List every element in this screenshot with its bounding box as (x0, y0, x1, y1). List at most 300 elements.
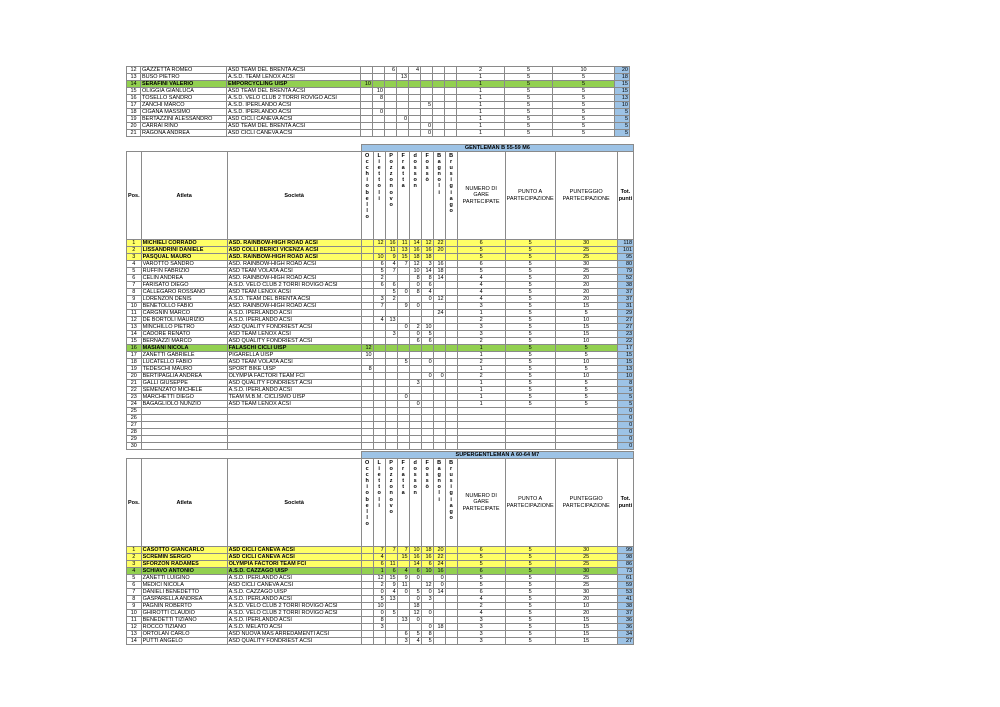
cell-society (227, 429, 361, 436)
cell-total: 5 (615, 109, 630, 116)
header-race-letter: o (413, 466, 417, 473)
header-race-letter: r (402, 466, 405, 473)
table-row (127, 317, 634, 324)
cell-pos: 1 (127, 240, 142, 247)
cell-race-points: 5 (409, 589, 421, 596)
cell-gare: 2 (457, 317, 505, 324)
cell-athlete: BERNAZZI MARCO (141, 338, 227, 345)
cell-punto: 5 (505, 582, 555, 589)
cell-pos: 15 (127, 338, 142, 345)
cell-punteggio: 30 (555, 589, 617, 596)
table-row (127, 116, 630, 123)
cell-race-points (409, 443, 421, 450)
cell-total: 0 (617, 436, 633, 443)
cell-race-points: 15 (397, 254, 409, 261)
table-row (127, 359, 634, 366)
header-race-letter: v (389, 195, 393, 202)
cell-race-points: 5 (421, 331, 433, 338)
cell-race-points: 18 (421, 547, 433, 554)
header-race-3 (385, 152, 397, 240)
header-race-letter: o (377, 183, 381, 190)
cell-athlete: GASPARELLA ANDREA (141, 596, 227, 603)
cell-total: 0 (617, 443, 633, 450)
header-pos: Pos. (127, 459, 142, 547)
table-row (127, 415, 634, 422)
header-race-letter: o (389, 159, 393, 166)
header-race-8 (445, 459, 457, 547)
cell-athlete: PASQUAL MAURO (141, 254, 227, 261)
cell-society: ASD. RAINBOW-HIGH ROAD ACSI (227, 254, 361, 261)
cell-society: ASD QUALITY FONDRIEST ACSI (227, 380, 361, 387)
cell-race-points (361, 596, 373, 603)
cell-punto: 5 (505, 296, 555, 303)
cell-race-points (409, 415, 421, 422)
header-race-letter: l (438, 183, 440, 190)
header-punteggio: PUNTEGGIO PARTECIPAZIONE (555, 459, 617, 547)
cell-race-points: 0 (433, 575, 445, 582)
header-race-letter: z (389, 478, 393, 485)
cell-punto: 5 (505, 617, 555, 624)
cell-society (227, 422, 361, 429)
cell-punto: 5 (505, 568, 555, 575)
cell-punteggio: 30 (555, 568, 617, 575)
cell-race-points (409, 429, 421, 436)
header-race-letter: c (365, 466, 369, 473)
cell-race-points (409, 394, 421, 401)
header-tot: Tot. punti (617, 459, 633, 547)
cell-race-points (445, 589, 457, 596)
cell-race-points (409, 310, 421, 317)
header-race-letter: L (377, 460, 381, 466)
cell-race-points (373, 67, 385, 74)
cell-race-points (361, 373, 373, 380)
cell-punto: 5 (505, 373, 555, 380)
cell-race-points (421, 380, 433, 387)
cell-race-points: 16 (433, 261, 445, 268)
cell-total: 118 (617, 240, 633, 247)
cell-race-points: 6 (373, 561, 385, 568)
cell-race-points: 18 (409, 603, 421, 610)
cell-race-points (373, 380, 385, 387)
gentleman-b-table (126, 144, 634, 450)
cell-race-points (433, 617, 445, 624)
cell-race-points (361, 102, 373, 109)
cell-society: ASD QUALITY FONDRIEST ACSI (227, 324, 361, 331)
cell-total: 27 (617, 638, 633, 645)
cell-pos: 27 (127, 422, 142, 429)
cell-punteggio: 10 (555, 359, 617, 366)
cell-total: 0 (617, 422, 633, 429)
cell-gare (457, 408, 505, 415)
header-race-7 (433, 152, 445, 240)
cell-pos: 23 (127, 394, 142, 401)
cell-gare: 3 (457, 631, 505, 638)
cell-total: 79 (617, 268, 633, 275)
header-race-letter: o (389, 484, 393, 491)
cell-race-points (433, 366, 445, 373)
cell-society: ASD. RAINBOW-HIGH ROAD ACSI (227, 275, 361, 282)
cell-race-points: 12 (433, 296, 445, 303)
table-row (127, 575, 634, 582)
cell-race-points: 5 (373, 268, 385, 275)
cell-race-points (445, 443, 457, 450)
cell-pos: 30 (127, 443, 142, 450)
header-race-letter: s (425, 478, 429, 485)
cell-race-points (445, 88, 457, 95)
header-race-letter: t (402, 478, 405, 485)
cell-gare: 2 (457, 359, 505, 366)
cell-race-points (361, 589, 373, 596)
cell-race-points (373, 366, 385, 373)
cell-race-points (421, 436, 433, 443)
category-title: GENTLEMAN B 55-59 M6 (361, 145, 634, 152)
top-rows (127, 67, 630, 137)
cell-gare: 1 (457, 366, 505, 373)
cell-race-points (409, 408, 421, 415)
cell-race-points: 3 (397, 638, 409, 645)
header-race-letter: t (378, 171, 381, 178)
cell-race-points (361, 547, 373, 554)
cell-race-points: 6 (385, 568, 397, 575)
cell-total: 38 (617, 282, 633, 289)
cell-race-points (385, 408, 397, 415)
cell-pos: 6 (127, 582, 142, 589)
cell-race-points: 8 (373, 95, 385, 102)
cell-gare: 4 (457, 610, 505, 617)
cell-race-points: 13 (397, 74, 409, 81)
cell-total: 31 (617, 303, 633, 310)
cell-punto: 5 (505, 109, 553, 116)
cell-race-points: 0 (433, 582, 445, 589)
cell-race-points (385, 401, 397, 408)
cell-athlete: SCHIAVO ANTONIO (141, 568, 227, 575)
cell-race-points (373, 352, 385, 359)
cell-race-points: 5 (385, 289, 397, 296)
cell-gare: 2 (457, 67, 505, 74)
cell-gare: 1 (457, 394, 505, 401)
cell-race-points (397, 268, 409, 275)
cell-society: ASD TEAM LENOX ACSI (227, 289, 361, 296)
cell-gare: 1 (457, 102, 505, 109)
header-race-letter: l (378, 496, 380, 503)
cell-race-points (421, 366, 433, 373)
table-row (127, 547, 634, 554)
cell-punteggio: 25 (555, 254, 617, 261)
top-continuation-table (126, 66, 630, 137)
cell-race-points (445, 289, 457, 296)
cell-punto: 5 (505, 631, 555, 638)
cell-race-points (433, 436, 445, 443)
cell-race-points (361, 331, 373, 338)
header-race-letter: t (378, 484, 381, 491)
header-atleta: Atleta (141, 152, 227, 240)
gentleman-b-rows (127, 240, 634, 450)
cell-pos: 12 (127, 624, 142, 631)
table-row (127, 443, 634, 450)
cell-total: 27 (617, 324, 633, 331)
cell-race-points (433, 380, 445, 387)
cell-total: 13 (617, 366, 633, 373)
cell-punteggio: 15 (555, 638, 617, 645)
cell-punteggio (555, 408, 617, 415)
cell-punto (505, 443, 555, 450)
cell-punto: 5 (505, 303, 555, 310)
cell-gare: 6 (457, 589, 505, 596)
cell-race-points (361, 603, 373, 610)
table-row (127, 596, 634, 603)
cell-race-points: 0 (409, 401, 421, 408)
cell-race-points (373, 401, 385, 408)
header-race-letter: i (378, 159, 380, 166)
cell-total: 59 (617, 582, 633, 589)
cell-race-points (385, 366, 397, 373)
cell-race-points: 12 (409, 261, 421, 268)
cell-society: A.S.D. TEAM LENOX ACSI (227, 74, 361, 81)
cell-race-points (361, 401, 373, 408)
cell-gare: 6 (457, 547, 505, 554)
table-row (127, 261, 634, 268)
cell-race-points: 0 (409, 575, 421, 582)
cell-race-points (361, 109, 373, 116)
cell-punto: 5 (505, 366, 555, 373)
cell-athlete: CARGNIN MARCO (141, 310, 227, 317)
header-race-7 (433, 459, 445, 547)
header-atleta: Atleta (141, 459, 227, 547)
cell-race-points (445, 366, 457, 373)
cell-race-points (409, 345, 421, 352)
cell-race-points (433, 415, 445, 422)
cell-race-points (397, 387, 409, 394)
cell-race-points (361, 289, 373, 296)
cell-race-points (361, 561, 373, 568)
cell-race-points (385, 116, 397, 123)
cell-race-points: 3 (373, 296, 385, 303)
cell-race-points (433, 345, 445, 352)
cell-punto: 5 (505, 338, 555, 345)
cell-race-points (385, 554, 397, 561)
cell-race-points (361, 631, 373, 638)
cell-punteggio: 10 (555, 317, 617, 324)
cell-race-points (409, 359, 421, 366)
cell-race-points: 0 (409, 282, 421, 289)
cell-race-points (433, 631, 445, 638)
cell-race-points (421, 617, 433, 624)
cell-pos: 1 (127, 547, 142, 554)
cell-race-points (385, 443, 397, 450)
cell-society: ASD NUOVA MAS ARREDAMENTI ACSI (227, 631, 361, 638)
header-race-letter: O (364, 153, 370, 159)
header-race-letter: a (401, 472, 405, 479)
header-race-letter: d (413, 153, 417, 159)
header-race-letter: a (437, 466, 441, 473)
cell-athlete: SERAFINI VALERIO (141, 81, 227, 88)
cell-race-points: 7 (397, 261, 409, 268)
cell-pos: 17 (127, 352, 142, 359)
cell-race-points: 13 (397, 247, 409, 254)
cell-punteggio (555, 443, 617, 450)
cell-punteggio: 20 (555, 596, 617, 603)
cell-gare: 3 (457, 331, 505, 338)
cell-punteggio: 20 (555, 275, 617, 282)
cell-pos: 11 (127, 310, 142, 317)
cell-race-points (361, 88, 373, 95)
cell-pos: 12 (127, 317, 142, 324)
cell-race-points: 2 (385, 296, 397, 303)
header-race-letter: t (402, 177, 405, 184)
cell-race-points (373, 310, 385, 317)
cell-race-points: 18 (421, 254, 433, 261)
cell-race-points (433, 387, 445, 394)
table-row (127, 568, 634, 575)
cell-gare: 1 (457, 310, 505, 317)
header-race-letter: o (389, 508, 393, 515)
cell-race-points (445, 387, 457, 394)
cell-race-points (397, 130, 409, 137)
header-race-letter: z (389, 171, 393, 178)
cell-society: ASD CICLI CANEVA ACSI (227, 130, 361, 137)
table-row (127, 123, 630, 130)
cell-athlete: CARRAI RINO (141, 123, 227, 130)
cell-total: 10 (617, 373, 633, 380)
cell-pos: 6 (127, 275, 142, 282)
cell-pos: 16 (127, 345, 142, 352)
header-race-letter: t (402, 484, 405, 491)
header-race-letter: l (366, 207, 368, 214)
cell-race-points (433, 289, 445, 296)
cell-race-points: 18 (433, 268, 445, 275)
cell-race-points (361, 282, 373, 289)
header-race-letter: c (365, 159, 369, 166)
cell-punteggio: 25 (555, 582, 617, 589)
cell-punto (505, 415, 555, 422)
cell-race-points (397, 317, 409, 324)
header-race-letter: a (449, 502, 453, 509)
cell-race-points: 0 (409, 331, 421, 338)
header-race-letter: g (449, 508, 453, 515)
cell-punto: 5 (505, 67, 553, 74)
cell-race-points (445, 582, 457, 589)
cell-total: 0 (617, 415, 633, 422)
cell-society: ASD COLLI BERICI VICENZA ACSI (227, 247, 361, 254)
cell-punto: 5 (505, 123, 553, 130)
header-race-letter: g (437, 472, 441, 479)
cell-race-points (361, 254, 373, 261)
cell-race-points: 8 (409, 275, 421, 282)
cell-total: 22 (617, 338, 633, 345)
cell-race-points: 4 (385, 261, 397, 268)
header-race-letter: h (365, 478, 369, 485)
cell-society: A.S.D. VELO CLUB 2 TORRI ROVIGO ACSI (227, 603, 361, 610)
cell-pos: 2 (127, 247, 142, 254)
cell-society: A.S.D. VELO CLUB 2 TORRI ROVIGO ACSI (227, 610, 361, 617)
cell-gare: 5 (457, 561, 505, 568)
cell-race-points (445, 123, 457, 130)
cell-race-points: 0 (373, 109, 385, 116)
cell-race-points (373, 436, 385, 443)
cell-society: OLYMPIA FACTORI TEAM FCI (227, 373, 361, 380)
header-race-letter: c (365, 165, 369, 172)
cell-society: A.S.D. IPERLANDO ACSI (227, 575, 361, 582)
header-race-letter: a (401, 490, 405, 497)
cell-punto: 5 (505, 310, 555, 317)
cell-race-points (361, 240, 373, 247)
header-race-letter: e (377, 472, 381, 479)
cell-punteggio: 25 (555, 561, 617, 568)
cell-race-points (397, 561, 409, 568)
cell-punto (505, 408, 555, 415)
cell-society: ASD QUALITY FONDRIEST ACSI (227, 638, 361, 645)
cell-gare: 2 (457, 373, 505, 380)
cell-punto: 5 (505, 352, 555, 359)
cell-race-points (361, 116, 373, 123)
cell-race-points: 9 (385, 254, 397, 261)
cell-punto: 5 (505, 547, 555, 554)
header-race-letter: F (425, 460, 429, 466)
cell-punteggio: 30 (555, 261, 617, 268)
header-pos: Pos. (127, 152, 142, 240)
cell-punteggio: 20 (555, 282, 617, 289)
header-race-letter: n (389, 183, 393, 190)
header-race-letter: o (437, 484, 441, 491)
cell-race-points (385, 617, 397, 624)
cell-total: 23 (617, 331, 633, 338)
cell-race-points (361, 303, 373, 310)
cell-race-points (373, 345, 385, 352)
cell-total: 5 (615, 123, 630, 130)
cell-race-points: 2 (409, 324, 421, 331)
cell-athlete: TEDESCHI MAURO (141, 366, 227, 373)
table-row (127, 366, 634, 373)
cell-race-points (361, 617, 373, 624)
cell-race-points (361, 429, 373, 436)
cell-race-points: 4 (373, 554, 385, 561)
cell-race-points: 0 (421, 624, 433, 631)
cell-race-points: 4 (421, 289, 433, 296)
cell-race-points (385, 102, 397, 109)
table-row (127, 429, 634, 436)
table-row (127, 345, 634, 352)
cell-race-points: 12 (373, 240, 385, 247)
cell-total: 101 (617, 247, 633, 254)
cell-race-points (445, 408, 457, 415)
cell-race-points (361, 568, 373, 575)
cell-pos: 15 (127, 88, 141, 95)
cell-gare: 1 (457, 88, 505, 95)
header-race-letter: i (378, 466, 380, 473)
header-race-2 (373, 152, 385, 240)
cell-race-points: 0 (409, 617, 421, 624)
cell-society: A.S.D. TEAM DEL BRENTA ACSI (227, 296, 361, 303)
cell-race-points: 18 (409, 254, 421, 261)
cell-gare: 5 (457, 247, 505, 254)
cell-athlete: BERTIPAGLIA ANDREA (141, 373, 227, 380)
cell-race-points (433, 352, 445, 359)
cell-race-points: 15 (397, 554, 409, 561)
header-race-letter: o (413, 484, 417, 491)
header-race-letter: r (450, 466, 453, 473)
cell-race-points (397, 338, 409, 345)
cell-race-points: 4 (409, 67, 421, 74)
cell-race-points: 5 (373, 596, 385, 603)
cell-race-points (385, 109, 397, 116)
cell-race-points: 2 (373, 582, 385, 589)
cell-race-points (397, 275, 409, 282)
cell-society: ASD TEAM DEL BRENTA ACSI (227, 67, 361, 74)
header-race-letter: n (389, 490, 393, 497)
cell-race-points: 0 (421, 123, 433, 130)
cell-society (227, 436, 361, 443)
cell-race-points: 0 (421, 359, 433, 366)
